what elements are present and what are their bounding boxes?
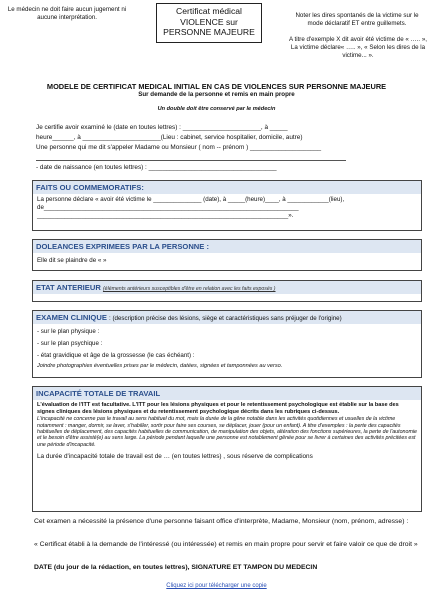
- title-line-1: Certificat médical: [176, 6, 242, 16]
- intro-line-name: Une personne qui me dit s'appeler Madame ou Monsieur ( nom -- prénom ) ____________________: [36, 144, 322, 151]
- faits-line-2: de__________________________________________________________________________: [37, 204, 299, 211]
- certificate-statement: « Certificat établi à la demande de l'intéressé (ou intéressée) et remis en main propre pour servir et faire valoir ce que de droit »: [34, 541, 418, 548]
- section-doleances: [32, 239, 422, 271]
- faits-line-1: La personne déclare « avoir été victime le ______________ (date), à _____(heure)____, à ____________(lieu),: [37, 196, 345, 203]
- section-etat-anterieur: [32, 280, 422, 302]
- itt-bold-paragraph: L'évaluation de l'ITT est facultative. L'ITT pour les lésions physiques et pour le retentissement psychologique est établie sur la base des signes cliniques des lésions physiques et du retentissement psychologique décrits dans les rubriques ci-dessus.: [37, 402, 399, 415]
- interpreter-presence: Cet examen a nécessité la présence d'une personne faisant office d'interprète, Madame, Monsieur (nom, prénom, adresse) :: [34, 518, 409, 525]
- section-examen-clinique: [32, 310, 422, 378]
- itt-duration: La durée d'incapacité totale de travail est de … (en toutes lettres) , sous réserve de complications: [37, 453, 313, 461]
- title-line-3: PERSONNE MAJEURE: [163, 27, 255, 37]
- title-line-2: VIOLENCE sur: [180, 16, 238, 27]
- signature-line: DATE (du jour de la rédaction, en toutes lettres), SIGNATURE ET TAMPON DU MEDECIN: [34, 564, 318, 571]
- examen-item-psychique: - sur le plan psychique :: [37, 340, 103, 347]
- intro-blank-line: [36, 160, 346, 161]
- examen-photo-note: Joindre photographies éventuelles prises par le médecin, datées, signées et tamponnées au verso.: [37, 363, 283, 369]
- etat-heading: ETAT ANTERIEUR: [36, 283, 101, 292]
- document-subtitle: Sur demande de la personne et remis en main propre: [138, 91, 295, 98]
- note-declarative-mode: Noter les dires spontanés de la victime sur le mode déclaratif ET entre guillemets.: [295, 12, 419, 27]
- section-faits: [32, 180, 422, 231]
- certificate-title-box: [156, 3, 262, 43]
- etat-note: (éléments antérieurs susceptibles d'être en relation avec les faits exposés ): [102, 286, 276, 292]
- itt-heading: INCAPACITÉ TOTALE DE TRAVAIL: [33, 387, 421, 400]
- faits-heading: FAITS OU COMMEMORATIFS:: [33, 181, 421, 194]
- itt-italic-paragraph: L'incapacité ne concerne pas le travail au sens habituel du mot, mais la durée de la gêne notable dans les activités quotidiennes et usuelles de la victime notamment : manger, dormir, se laver, s'habiller, sortir pour faire ses courses, se déplacer, jouer (pour un enfant). A titre d'exemples : la perte des capacités habituelles de déplacement, des capacités habituelles de communication, de manipulation des objets, altération des fonctions supérieures, la perte de l'autonomie et le besoin d'être assisté(e) au sens large. La période pendant laquelle une personne est notablement gênée pour se livrer à certaines des activités précitées est une période d'incapacité.: [37, 416, 417, 448]
- intro-line-birthdate: - date de naissance (en toutes lettres) : ____________________________________: [36, 164, 277, 171]
- intro-line-date: Je certifie avoir examiné le (date en toutes lettres) : ______________________, à _____: [36, 124, 288, 131]
- document-title: MODELE DE CERTIFICAT MEDICAL INITIAL EN CAS DE VIOLENCES SUR PERSONNE MAJEURE: [46, 82, 387, 91]
- examen-heading-note: : (description précise des lésions, siège et caractéristiques sans préjuger de l'origine): [109, 315, 342, 322]
- doleances-line: Elle dit se plaindre de « »: [37, 257, 107, 264]
- note-no-judgement: Le médecin ne doit faire aucun jugement ni aucune interprétation.: [7, 6, 127, 21]
- section-itt: [32, 386, 422, 512]
- download-copy-link[interactable]: Cliquez ici pour télécharger une copie: [166, 583, 267, 589]
- examen-item-physique: - sur le plan physique :: [37, 328, 100, 335]
- note-example: A titre d'exemple X dit avoir été victime de « ….. », La victime déclare« ….. », « Selon les dires de la victime... ».: [288, 36, 428, 59]
- double-note: Un double doit être conservé par le médecin: [157, 106, 276, 112]
- doleances-heading: DOLEANCES EXPRIMEES PAR LA PERSONNE :: [33, 240, 421, 253]
- intro-line-place: heure______, à ______________________(Lieu : cabinet, service hospitalier, domicile, autre): [36, 134, 303, 141]
- examen-heading: EXAMEN CLINIQUE: [36, 313, 107, 322]
- faits-line-3: _________________________________________________________________________».: [37, 212, 294, 219]
- examen-item-gravidique: - état gravidique et âge de la grossesse (le cas échéant) :: [37, 352, 195, 359]
